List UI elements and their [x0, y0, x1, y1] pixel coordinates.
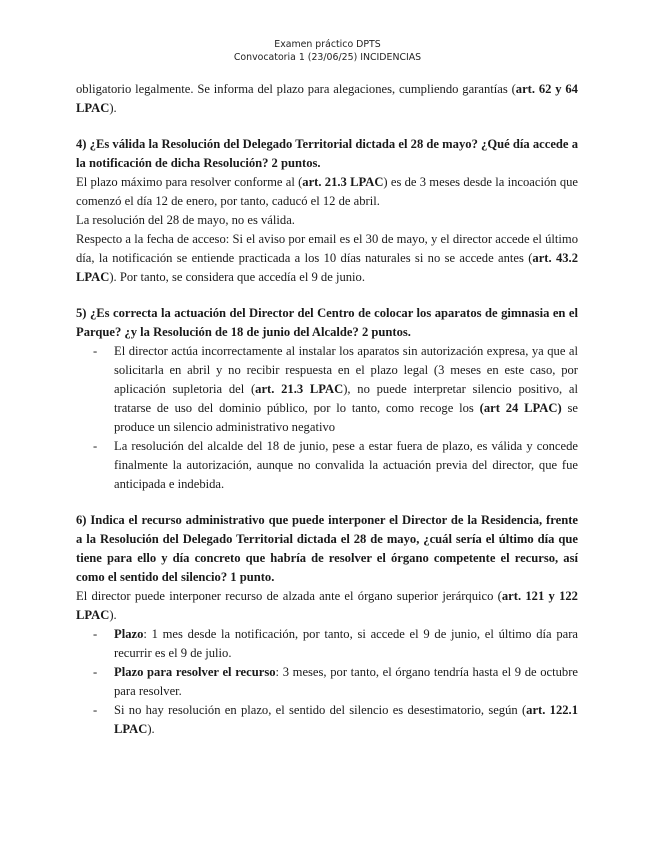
header-title: Examen práctico DPTS [274, 39, 381, 50]
q4-paragraph-2: La resolución del 28 de mayo, no es válida. [76, 213, 295, 227]
bullet-dash: - [93, 344, 98, 358]
q6-list-item-3: - Si no hay resolución en plazo, el sentido del silencio es desestimatorio, según (art. 122.1 LPAC). [93, 703, 579, 736]
bullet-dash: - [93, 703, 98, 717]
bullet-dash: - [93, 627, 98, 641]
q6-list-item-1: - Plazo: 1 mes desde la notificación, por tanto, si accede el 9 de junio, el último día para recurrir es el 9 de julio. [93, 627, 578, 660]
intro-paragraph: obligatorio legalmente. Se informa del plazo para alegaciones, cumpliendo garantías (art. 62 y 64 LPAC). [76, 82, 578, 115]
page-header [0, 38, 655, 64]
question-5-title: 5) ¿Es correcta la actuación del Director del Centro de colocar los aparatos de gimnasia en el Parque? ¿y la Resolución de 18 de junio del Alcalde? 2 puntos. [76, 306, 578, 339]
q4-paragraph-1: El plazo máximo para resolver conforme al (art. 21.3 LPAC) es de 3 meses desde la incoación que comenzó el día 12 de enero, por tanto, caducó el 12 de abril. [76, 175, 579, 208]
q4-paragraph-3: Respecto a la fecha de acceso: Si el aviso por email es el 30 de mayo, y el director accede el último día, la notificación se entiende practicada a los 10 días naturales si no se accede antes (art. 43.2 LPAC). Por tanto, se considera que accedía el 9 de junio. [76, 232, 578, 284]
question-4-title: 4) ¿Es válida la Resolución del Delegado Territorial dictada el 28 de mayo? ¿Qué día accede a la notificación de dicha Resolución? 2 puntos. [76, 137, 578, 170]
header-subtitle: Convocatoria 1 (23/06/25) INCIDENCIAS [233, 52, 422, 63]
document-body [76, 80, 578, 739]
bullet-dash: - [93, 439, 98, 453]
q5-list-item-2: - La resolución del alcalde del 18 de junio, pese a estar fuera de plazo, es válida y concede finalmente la autorización, aunque no convalida la actuación previa del director, que fue anticipada e indebida. [93, 439, 578, 491]
bullet-dash: - [93, 665, 98, 679]
q5-list-item-1: - El director actúa incorrectamente al instalar los aparatos sin autorización expresa, ya que al solicitarla en abril y no recibir respuesta en el plazo legal (3 meses en este caso, por aplicación supletoria del (art. 21.3 LPAC), no puede interpretar silencio positivo, al tratarse de uso del dominio público, por lo tanto, como recoge los (art 24 LPAC) se produce un silencio administrativo negativo [93, 344, 579, 434]
q6-list-item-2: - Plazo para resolver el recurso: 3 meses, por tanto, el órgano tendría hasta el 9 de octubre para resolver. [93, 665, 578, 698]
q6-paragraph-1: El director puede interponer recurso de alzada ante el órgano superior jerárquico (art. 121 y 122 LPAC). [76, 589, 578, 622]
question-6-title: 6) Indica el recurso administrativo que puede interponer el Director de la Residencia, frente a la Resolución del Delegado Territorial dictada el 28 de mayo, ¿cuál sería el último día que tiene para ello y día concreto que habría de resolver el órgano competente el recurso, así como el sentido del silencio? 1 punto. [76, 513, 578, 584]
